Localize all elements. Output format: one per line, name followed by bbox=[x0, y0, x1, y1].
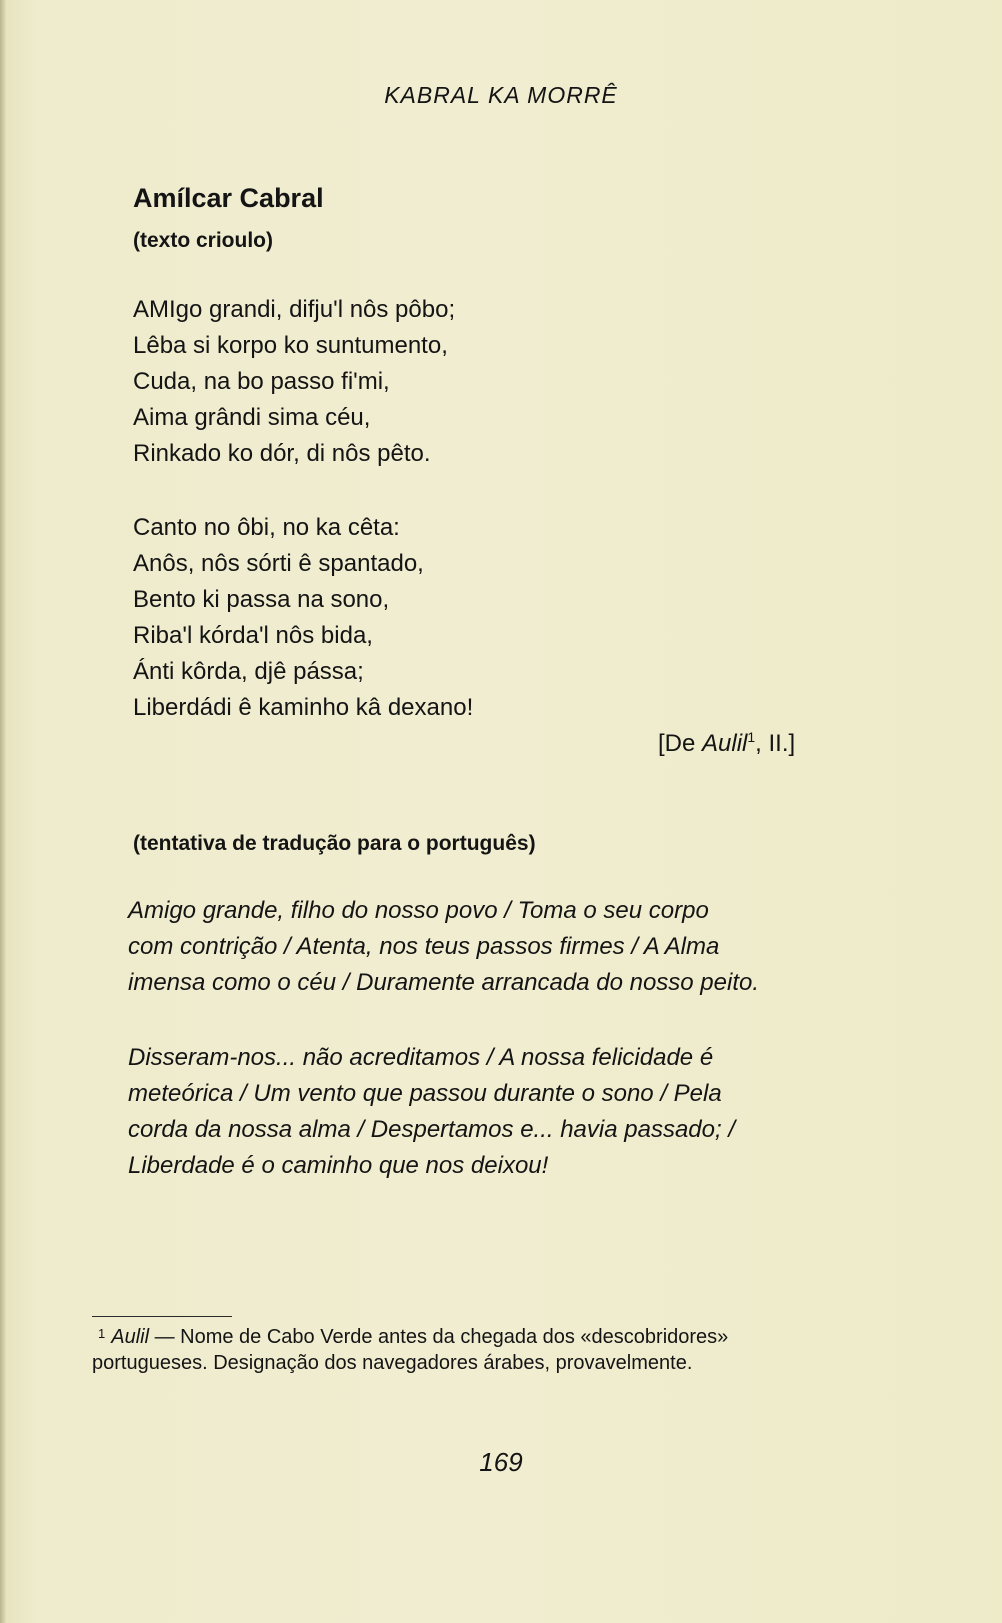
footnote-term: Aulil bbox=[111, 1326, 150, 1348]
poem-author: Amílcar Cabral bbox=[133, 183, 324, 213]
translation-line: Liberdade é o caminho que nos deixou! bbox=[128, 1152, 549, 1179]
translation-paragraph-2 bbox=[128, 1040, 735, 1184]
running-head: KABRAL KA MORRÊ bbox=[384, 82, 618, 108]
translation-paragraph-1 bbox=[128, 893, 759, 1001]
footnote-number: 1 bbox=[98, 1326, 106, 1341]
footnote-divider bbox=[92, 1316, 232, 1317]
verse-line: Ánti kôrda, djê pássa; bbox=[133, 658, 364, 685]
verse-line: Cuda, na bo passo fi'mi, bbox=[133, 368, 390, 395]
verse-line: Liberdádi ê kaminho kâ dexano! bbox=[133, 694, 474, 721]
translation-line: imensa como o céu / Duramente arrancada do nosso peito. bbox=[128, 969, 760, 996]
source-work: Aulil bbox=[702, 730, 748, 757]
translation-heading: (tentativa de tradução para o português) bbox=[133, 832, 536, 855]
verse-line: Canto no ôbi, no ka cêta: bbox=[133, 514, 400, 541]
verse-line: Aima grândi sima céu, bbox=[133, 404, 371, 431]
source-open: [De bbox=[658, 730, 703, 757]
verse-line: AMIgo grandi, difju'l nôs pôbo; bbox=[133, 296, 456, 323]
translation-line: corda da nossa alma / Despertamos e... havia passado; / bbox=[128, 1116, 735, 1143]
footnote-reference[interactable]: 1 bbox=[747, 729, 756, 745]
source-close: , II.] bbox=[755, 730, 796, 757]
verse-line: Anôs, nôs sórti ê spantado, bbox=[133, 550, 424, 577]
crioulo-stanza-2 bbox=[133, 510, 473, 726]
page-binding-edge bbox=[0, 0, 6, 1623]
verse-line: Bento ki passa na sono, bbox=[133, 586, 390, 613]
footnote bbox=[92, 1321, 728, 1376]
translation-line: meteórica / Um vento que passou durante o sono / Pela bbox=[128, 1080, 722, 1107]
footnote-text: — Nome de Cabo Verde antes da chegada dos «descobridores» bbox=[149, 1326, 729, 1348]
poem-source bbox=[658, 729, 795, 758]
footnote-line-2: portugueses. Designação dos navegadores árabes, provavelmente. bbox=[92, 1352, 693, 1374]
translation-line: Amigo grande, filho do nosso povo / Toma o seu corpo bbox=[128, 897, 709, 924]
translation-line: Disseram-nos... não acreditamos / A nossa felicidade é bbox=[128, 1044, 714, 1071]
crioulo-stanza-1 bbox=[133, 292, 455, 472]
footnote-line-1 bbox=[92, 1321, 728, 1350]
verse-line: Lêba si korpo ko suntumento, bbox=[133, 332, 448, 359]
page-number: 169 bbox=[479, 1447, 523, 1477]
poem-subtitle: (texto crioulo) bbox=[133, 229, 273, 252]
verse-line: Riba'l kórda'l nôs bida, bbox=[133, 622, 373, 649]
verse-line: Rinkado ko dór, di nôs pêto. bbox=[133, 440, 431, 467]
translation-line: com contrição / Atenta, nos teus passos firmes / A Alma bbox=[128, 933, 720, 960]
